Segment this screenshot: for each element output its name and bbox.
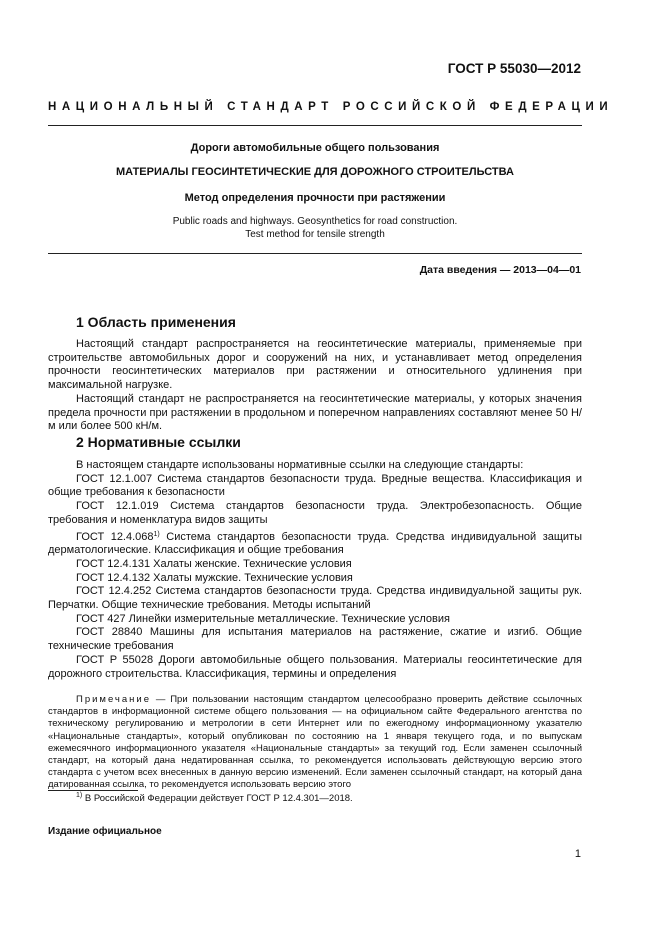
- section-1-heading: 1 Область применения: [76, 314, 236, 330]
- section-1-body: [48, 338, 582, 434]
- english-title-line-2: Test method for tensile strength: [245, 229, 385, 240]
- national-standard-banner: НАЦИОНАЛЬНЫЙ СТАНДАРТ РОССИЙСКОЙ ФЕДЕРАЦИИ: [48, 101, 614, 113]
- official-edition-label: Издание официальное: [48, 826, 162, 837]
- english-title: [48, 215, 582, 241]
- section-1-paragraph-2: Настоящий стандарт не распространяется на геосинтетические материалы, у которых значения предела прочности при растяжении в продольном и поперечном направлениях составляют менее 50 Н/м или более 500 кН/м.: [48, 392, 582, 433]
- reference-item: ГОСТ 427 Линейки измерительные металлические. Технические условия: [76, 612, 450, 625]
- reference-item: ГОСТ Р 55028 Дороги автомобильные общего пользования. Материалы геосинтетические для дорожного строительства. Классификация, термины и определения: [48, 653, 582, 680]
- footnote: [76, 792, 353, 804]
- note-text: — При пользовании настоящим стандартом целесообразно проверить действие ссылочных стандартов в информационной системе общего пользования — на официальном сайте Федерального агентства по техническому регулированию и метрологии в сети Интернет или по ежегодному информационному указателю «Национальные стандарты», который опубликован по состоянию на 1 января текущего года, и по выпускам ежемесячного информационного указателя «Национальные стандарты» за текущий год. Если заменен ссылочный стандарт, на который дана недатированная ссылка, то рекомендуется использовать действующую версию этого стандарта с учетом всех внесенных в данную версию изменений. Если заменен ссылочный стандарт, на который дана датированная ссылка, то рекомендуется использовать версию этого: [48, 694, 582, 791]
- title-line-1: Дороги автомобильные общего пользования: [190, 142, 440, 154]
- reference-item: ГОСТ 12.4.131 Халаты женские. Технические условия: [76, 557, 352, 570]
- reference-item: ГОСТ 28840 Машины для испытания материалов на растяжение, сжатие и изгиб. Общие технические требования: [48, 626, 582, 653]
- reference-item: ГОСТ 12.4.132 Халаты мужские. Технические условия: [76, 571, 353, 584]
- date-of-introduction: Дата введения — 2013—04—01: [419, 264, 581, 276]
- footnote-text: В Российской Федерации действует ГОСТ Р 12.4.301—2018.: [82, 793, 353, 804]
- title-rule: [48, 253, 582, 254]
- footnote-rule: [48, 790, 138, 791]
- reference-item: ГОСТ 12.1.007 Система стандартов безопасности труда. Вредные вещества. Классификация и общие требования к безопасности: [48, 472, 582, 499]
- page-number: 1: [574, 848, 581, 860]
- note-label: Примечание: [76, 694, 151, 705]
- note-block: [48, 694, 582, 792]
- title-line-3: Метод определения прочности при растяжении: [184, 192, 446, 204]
- section-2-body: [48, 459, 582, 681]
- footnote-ref: 1): [153, 530, 160, 538]
- title-line-2: МАТЕРИАЛЫ ГЕОСИНТЕТИЧЕСКИЕ ДЛЯ ДОРОЖНОГО СТРОИТЕЛЬСТВА: [116, 166, 514, 178]
- section-2-heading: 2 Нормативные ссылки: [76, 434, 241, 450]
- footnote-mark: 1): [76, 792, 83, 799]
- section-2-intro: В настоящем стандарте использованы нормативные ссылки на следующие стандарты:: [76, 459, 524, 471]
- reference-item: [48, 528, 582, 558]
- reference-item: ГОСТ 12.4.252 Система стандартов безопасности труда. Средства индивидуальной защиты рук. Перчатки. Общие технические требования. Методы испытаний: [48, 585, 582, 612]
- reference-item: ГОСТ 12.1.019 Система стандартов безопасности труда. Электробезопасность. Общие требования и номенклатура видов защиты: [48, 500, 582, 526]
- reference-code: ГОСТ 12.4.068: [76, 530, 154, 543]
- section-1-paragraph-1: Настоящий стандарт распространяется на геосинтетические материалы, применяемые при строительстве автомобильных дорог и сооружений на них, и устанавливает метод определения прочности геосинтетических материалов при растяжении и относительного удлинения при максимальной нагрузке.: [48, 338, 582, 392]
- standard-id: ГОСТ Р 55030—2012: [447, 61, 581, 76]
- banner-rule: [48, 125, 582, 126]
- english-title-line-1: Public roads and highways. Geosynthetics for road construction.: [172, 216, 458, 227]
- reference-text: Система стандартов безопасности труда. Средства индивидуальной защиты дерматологические. Классификация и общие требования: [48, 530, 582, 557]
